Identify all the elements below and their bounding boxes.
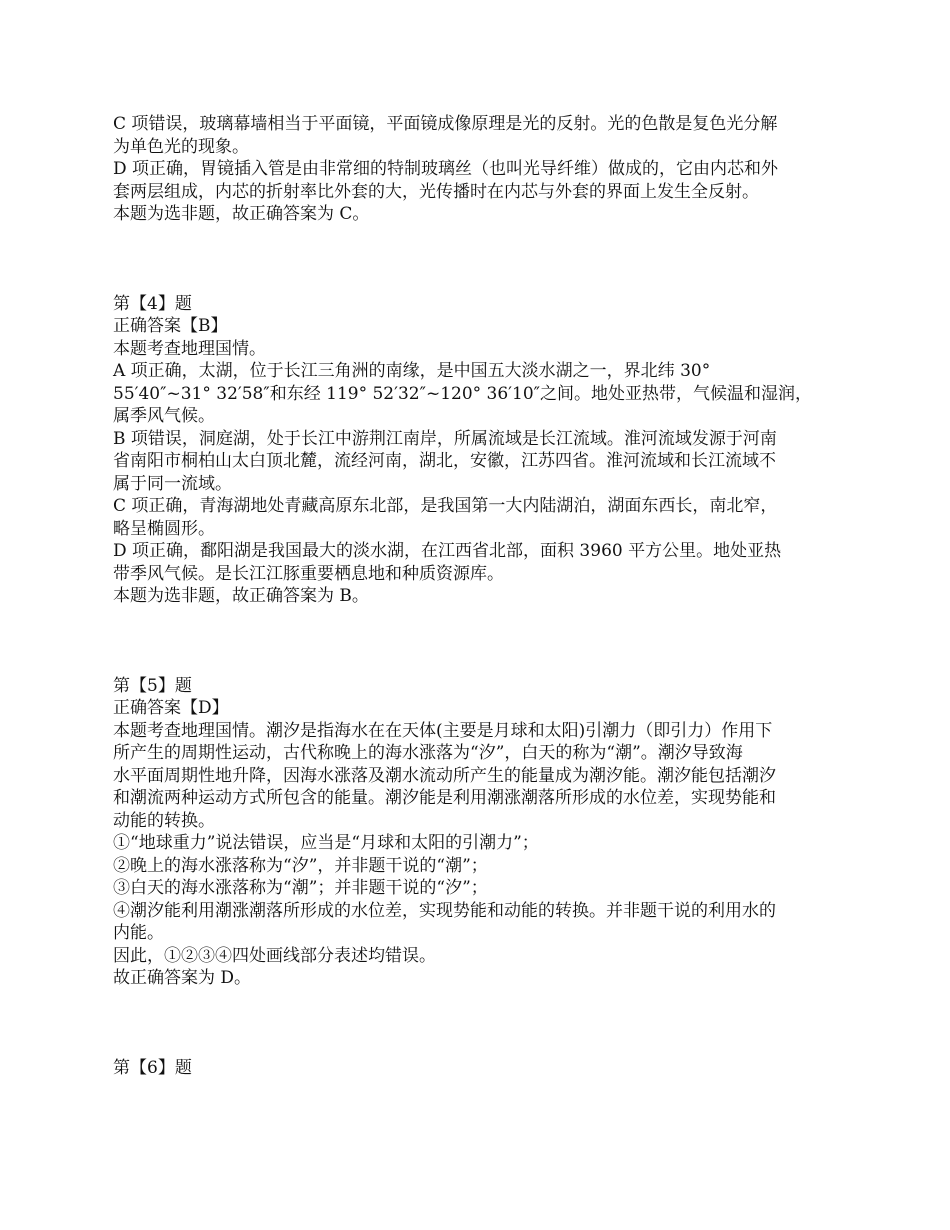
text-line: C 项正确，青海湖地处青藏高原东北部，是我国第一大内陆湖泊，湖面东西长，南北窄， (113, 496, 778, 516)
correct-answer: 正确答案【D】 (113, 698, 229, 718)
document-page (113, 113, 838, 1079)
text-line: ④潮汐能利用潮涨潮落所形成的水位差，实现势能和动能的转换。并非题干说的利用水的 (113, 900, 776, 921)
question-5-section (113, 675, 838, 990)
text-line: 为单色光的现象。 (113, 136, 249, 157)
text-line: 本题考查地理国情。潮汐是指海水在在天体(主要是月球和太阳)引潮力（即引力）作用下 (113, 720, 773, 741)
text-line: A 项正确，太湖，位于长江三角洲的南缘，是中国五大淡水湖之一，界北纬 30° (113, 361, 711, 381)
text-line: ②晚上的海水涨落称为“汐”，并非题干说的“潮”； (113, 855, 488, 876)
section-spacer (113, 990, 838, 1057)
text-line: 水平面周期性地升降，因海水涨落及潮水流动所产生的能量成为潮汐能。潮汐能包括潮汐 (113, 765, 776, 786)
text-line: 因此，①②③④四处画线部分表述均错误。 (113, 945, 436, 966)
section-spacer (113, 226, 838, 293)
question-4-section (113, 293, 838, 608)
text-line: 动能的转换。 (113, 810, 215, 831)
text-line: ①“地球重力”说法错误，应当是“月球和太阳的引潮力”； (113, 833, 539, 853)
text-line: D 项正确，鄱阳湖是我国最大的淡水湖，在江西省北部，面积 3960 平方公里。地处亚热 (113, 541, 782, 561)
text-line: ③白天的海水涨落称为“潮”；并非题干说的“汐”； (113, 878, 488, 898)
question-heading: 第【6】题 (113, 1057, 192, 1078)
question-heading: 第【4】题 (113, 293, 192, 314)
section-spacer (113, 608, 838, 675)
text-line: 故正确答案为 D。 (113, 968, 252, 988)
correct-answer: 正确答案【B】 (113, 316, 228, 336)
text-line: 属季风气候。 (113, 406, 215, 426)
text-line: 套两层组成，内芯的折射率比外套的大，光传播时在内芯与外套的界面上发生全反射。 (113, 181, 759, 202)
question-heading: 第【5】题 (113, 675, 192, 696)
text-line: 55′40″~31° 32′58″和东经 119° 52′32″~120° 36′10″之间。地处亚热带，气候温和湿润， (113, 383, 813, 404)
text-line: 属于同一流域。 (113, 473, 232, 494)
text-line: 本题为选非题，故正确答案为 B。 (113, 586, 369, 606)
text-line: D 项正确，胃镜插入管是由非常细的特制玻璃丝（也叫光导纤维）做成的，它由内芯和外 (113, 159, 779, 179)
text-line: B 项错误，洞庭湖，处于长江中游荆江南岸，所属流域是长江流域。淮河流域发源于河南 (113, 428, 777, 449)
question-6-section (113, 1057, 838, 1080)
text-line: 和潮流两种运动方式所包含的能量。潮汐能是利用潮涨潮落所形成的水位差，实现势能和 (113, 788, 776, 808)
previous-question-explanation (113, 113, 838, 226)
text-line: 略呈椭圆形。 (113, 518, 215, 539)
text-line: 内能。 (113, 923, 164, 943)
text-line: 省南阳市桐柏山太白顶北麓，流经河南，湖北，安徽，江苏四省。淮河流域和长江流域不 (113, 451, 776, 471)
text-line: 本题为选非题，故正确答案为 C。 (113, 204, 370, 224)
text-line: 带季风气候。是长江江豚重要栖息地和种质资源库。 (113, 563, 504, 584)
text-line: C 项错误，玻璃幕墙相当于平面镜，平面镜成像原理是光的反射。光的色散是复色光分解 (113, 114, 778, 134)
text-line: 所产生的周期性运动，古代称晚上的海水涨落为“汐”，白天的称为“潮”。潮汐导致海 (113, 743, 743, 763)
text-line: 本题考查地理国情。 (113, 338, 266, 359)
